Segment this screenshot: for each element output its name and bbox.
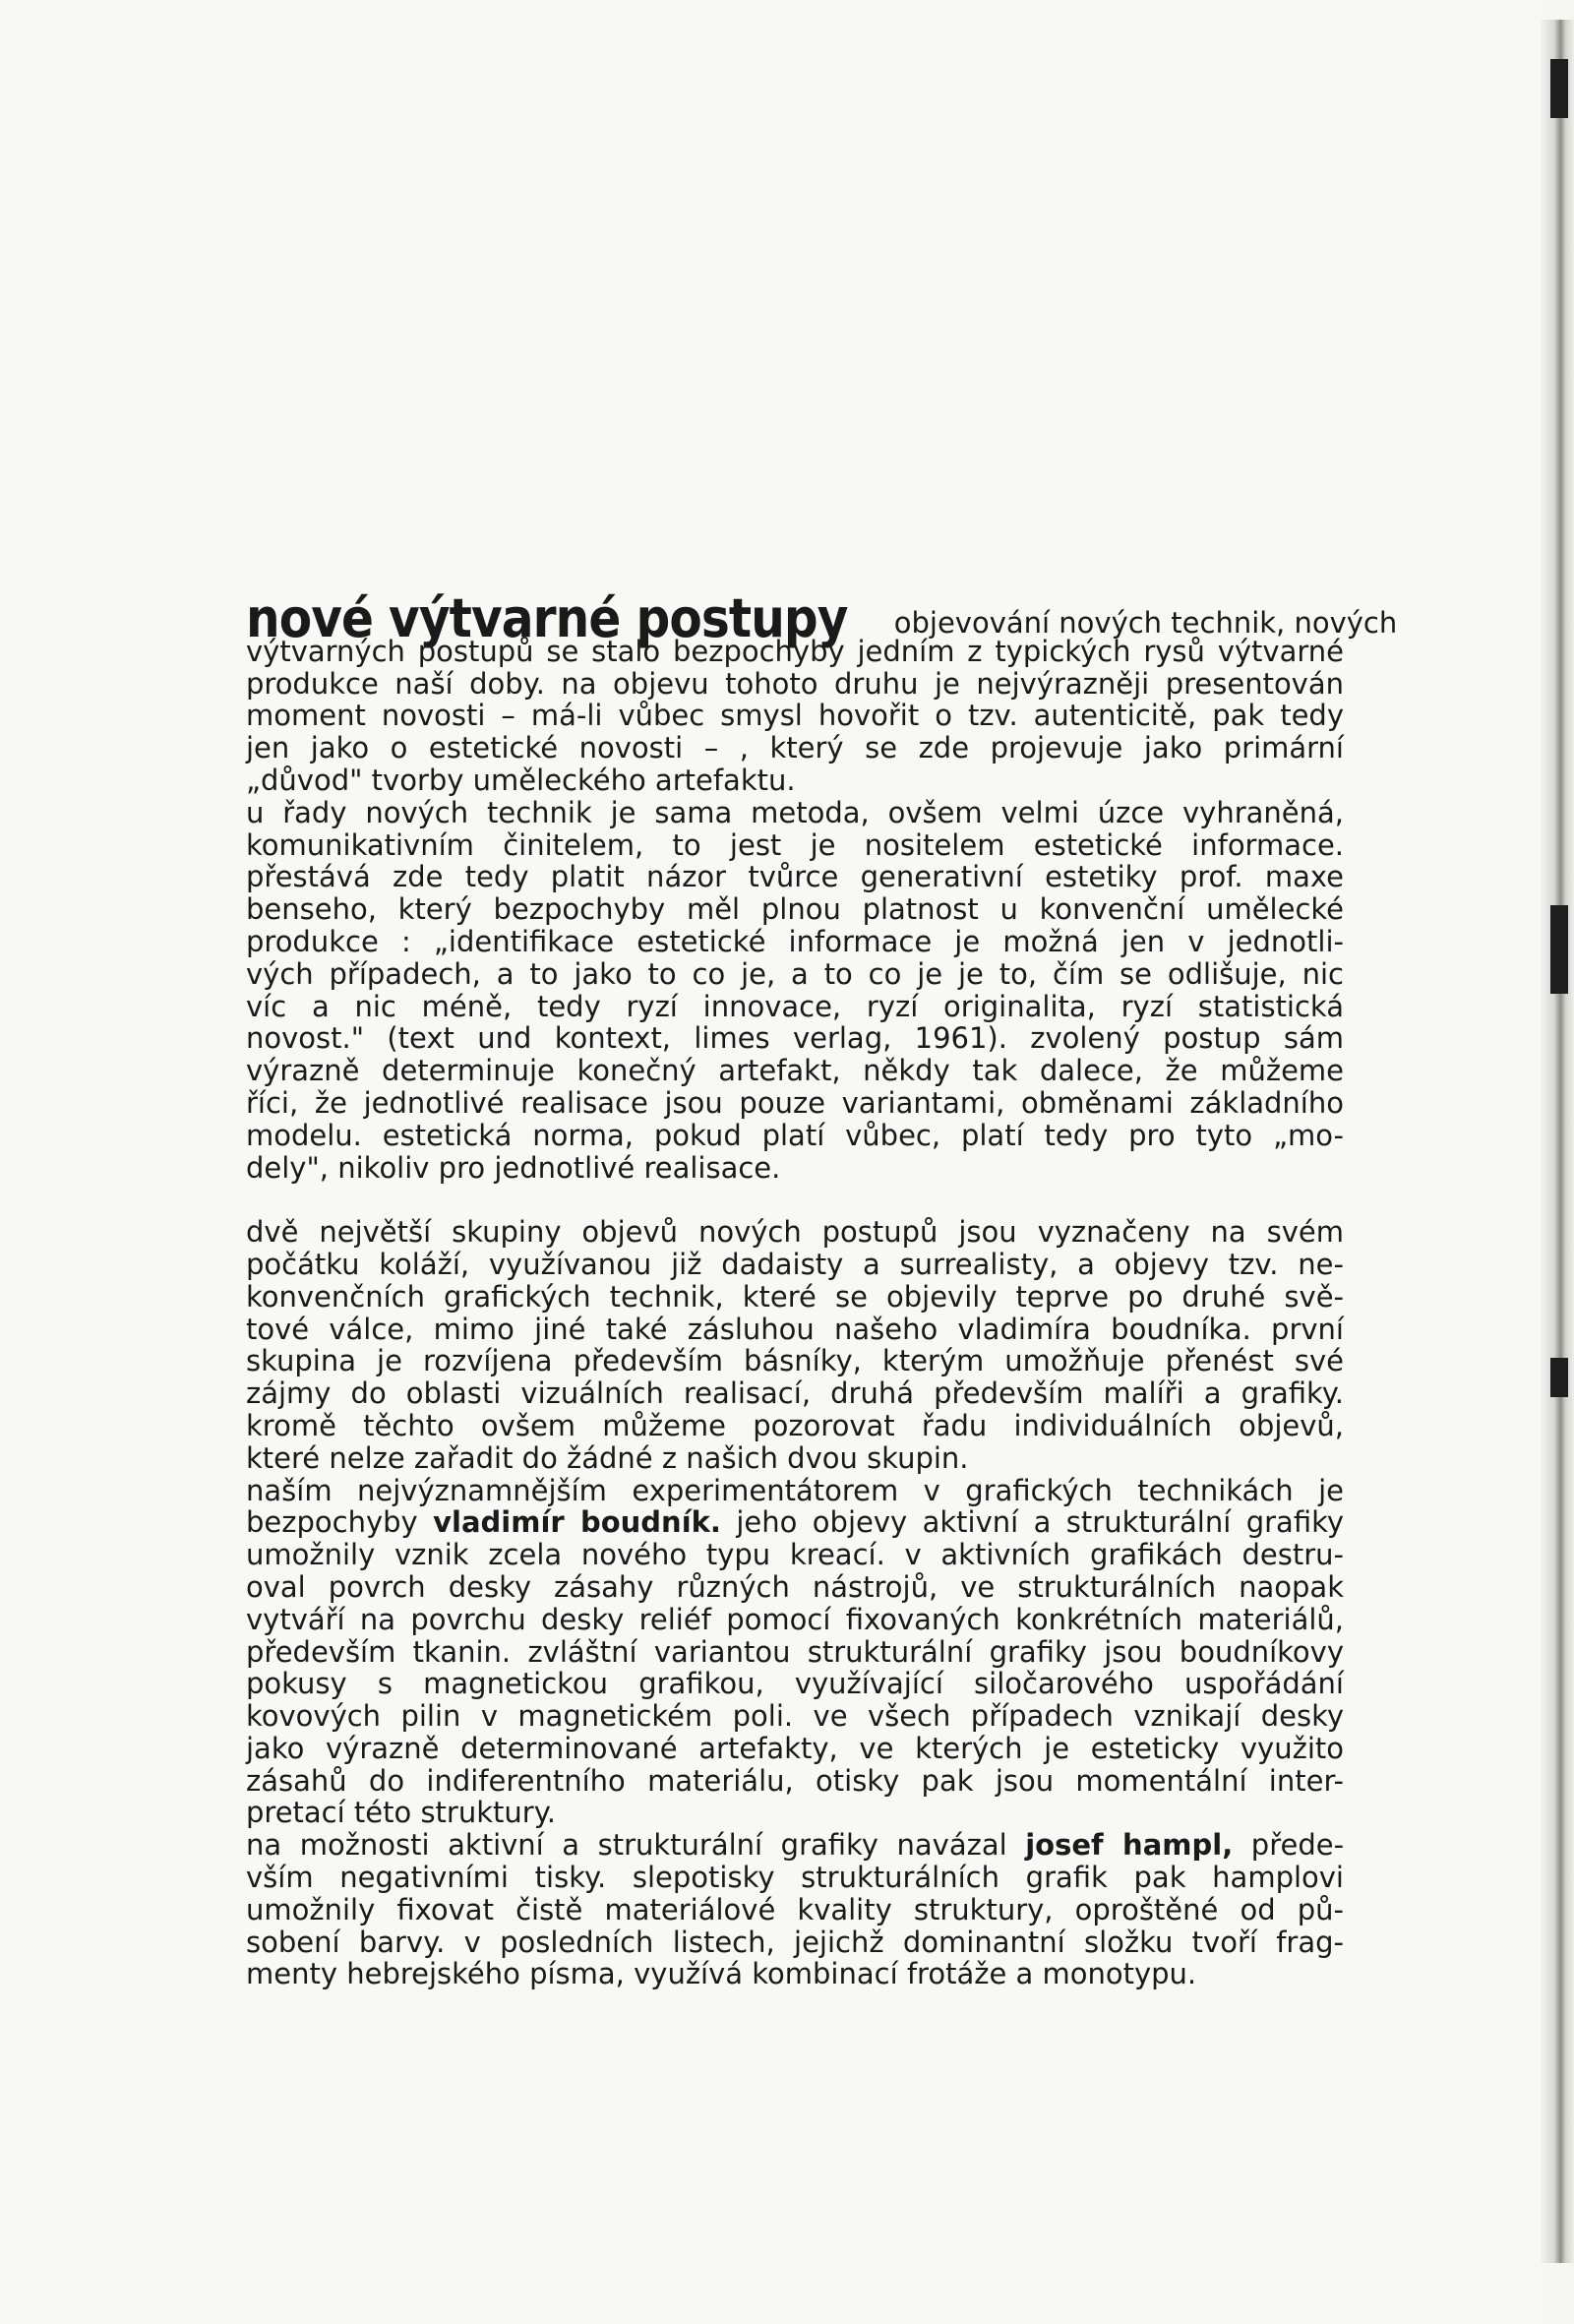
- text-line: umožnily vznik zcela nového typu kreací. v aktivních grafikách destru-: [246, 1538, 1344, 1572]
- text-line: bezpochyby vladimír boudník. jeho objevy aktivní a strukturální grafiky: [246, 1505, 1345, 1540]
- text-line: vším negativními tisky. slepotisky strukturálních grafik pak hamplovi: [246, 1861, 1344, 1895]
- name-hampl: josef hampl,: [1025, 1828, 1234, 1863]
- text-line: které nelze zařadit do žádné z našich dvou skupin.: [246, 1440, 969, 1475]
- text-line: přestává zde tedy platit názor tvůrce generativní estetiky prof. maxe: [246, 860, 1344, 894]
- text-line: pokusy s magnetickou grafikou, využívající siločarového uspořádání: [246, 1667, 1344, 1701]
- text-line: výrazně determinuje konečný artefakt, někdy tak dalece, že můžeme: [246, 1054, 1344, 1088]
- text-line: produkce : „identifikace estetické informace je možná jen v jednotli-: [246, 924, 1344, 958]
- text-line: menty hebrejského písma, využívá kombinací frotáže a monotypu.: [246, 1957, 1197, 1991]
- text-line: sobení barvy. v posledních listech, jejichž dominantní složku tvoří frag-: [246, 1925, 1344, 1959]
- article-heading: nové výtvarné postupy: [246, 587, 848, 649]
- text-line: počátku koláží, využívanou již dadaisty a surrealisty, a objevy tzv. ne-: [246, 1247, 1344, 1281]
- text-line: kromě těchto ovšem můžeme pozorovat řadu individuálních objevů,: [246, 1408, 1344, 1442]
- text-line: komunikativním činitelem, to jest je nositelem estetické informace.: [246, 827, 1344, 862]
- text-line: vytváří na povrchu desky reliéf pomocí fixovaných konkrétních materiálů,: [246, 1602, 1344, 1636]
- text-line: pretací této struktury.: [246, 1796, 556, 1830]
- article-body: [246, 587, 1398, 1991]
- text-line: „důvod" tvorby uměleckého artefaktu.: [246, 763, 796, 797]
- text-line: kovových pilin v magnetickém poli. ve všech případech vznikají desky: [246, 1699, 1344, 1734]
- text-line: především tkanin. zvláštní variantou strukturální grafiky jsou boudníkovy: [246, 1634, 1344, 1669]
- name-boudnik: vladimír boudník.: [433, 1505, 721, 1540]
- text-line: jako výrazně determinované artefakty, ve kterých je esteticky využito: [246, 1731, 1344, 1765]
- text-line: produkce naší doby. na objevu tohoto druhu je nejvýrazněji presentován: [246, 666, 1344, 701]
- text-line: nové výtvarné postupy objevování nových technik, nových: [246, 587, 1398, 649]
- text-line: zásahů do indiferentního materiálu, otisky pak jsou momentální inter-: [246, 1763, 1344, 1798]
- text-line: výtvarných postupů se stalo bezpochyby jedním z typických rysů výtvarné: [246, 634, 1344, 668]
- text-line: novost." (text und kontext, limes verlag, 1961). zvolený postup sám: [246, 1021, 1344, 1056]
- page-edge-shadow: [1541, 20, 1574, 2263]
- edge-mark: [1550, 1358, 1568, 1397]
- text-line: dely", nikoliv pro jednotlivé realisace.: [246, 1150, 781, 1185]
- text-line: benseho, který bezpochyby měl plnou platnost u konvenční umělecké: [246, 892, 1344, 927]
- text-line: konvenčních grafických technik, které se objevily teprve po druhé svě-: [246, 1279, 1344, 1314]
- edge-mark: [1550, 59, 1568, 118]
- text-line: jen jako o estetické novosti – , který se zde projevuje jako primární: [246, 731, 1344, 765]
- text-line: modelu. estetická norma, pokud platí vůbec, platí tedy pro tyto „mo-: [246, 1118, 1344, 1152]
- text-line: zájmy do oblasti vizuálních realisací, druhá především malíři a grafiky.: [246, 1376, 1344, 1411]
- text-line: moment novosti – má-li vůbec smysl hovořit o tzv. autenticitě, pak tedy: [246, 699, 1344, 733]
- text-line: umožnily fixovat čistě materiálové kvality struktury, oproštěné od pů-: [246, 1892, 1344, 1926]
- text-line: skupina je rozvíjena především básníky, kterým umožňuje přenést své: [246, 1344, 1344, 1378]
- text-line: oval povrch desky zásahy různých nástrojů, ve strukturálních naopak: [246, 1569, 1344, 1604]
- text-line: dvě největší skupiny objevů nových postupů jsou vyznačeny na svém: [246, 1215, 1344, 1250]
- paragraph-gap: [246, 1184, 1344, 1216]
- text-line: naším nejvýznamnějším experimentátorem v grafických technikách je: [246, 1473, 1344, 1507]
- text-line: na možnosti aktivní a strukturální grafiky navázal josef hampl, přede-: [246, 1828, 1345, 1863]
- text-line: víc a nic méně, tedy ryzí innovace, ryzí originalita, ryzí statistická: [246, 989, 1344, 1023]
- text-line: tové válce, mimo jiné také zásluhou našeho vladimíra boudníka. první: [246, 1312, 1344, 1346]
- edge-mark: [1550, 905, 1568, 994]
- text-line: vých případech, a to jako to co je, a to co je je to, čím se odlišuje, nic: [246, 956, 1344, 991]
- text-line: říci, že jednotlivé realisace jsou pouze variantami, obměnami základního: [246, 1085, 1344, 1120]
- text-line: u řady nových technik je sama metoda, ovšem velmi úzce vyhraněná,: [246, 795, 1344, 829]
